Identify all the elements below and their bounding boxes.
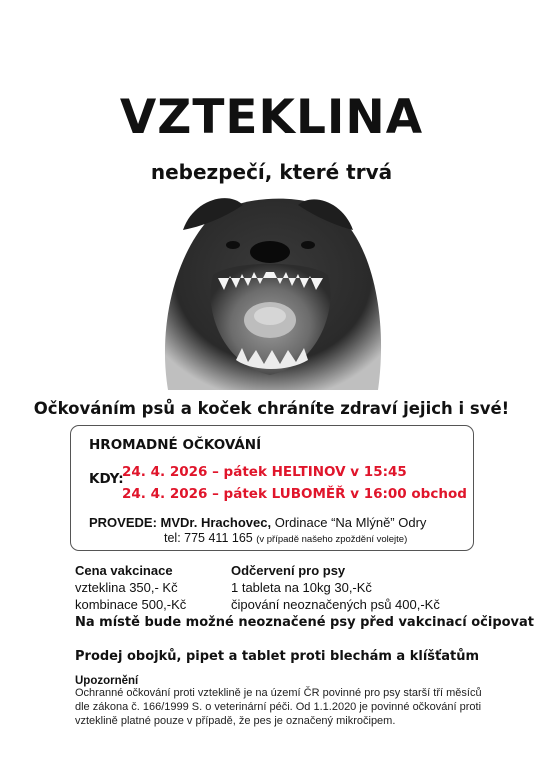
notice-line: Ochranné očkování proti vzteklině je na území ČR povinné pro psy starší tří měsíců: [75, 687, 482, 699]
notice-heading: Upozornění: [75, 675, 139, 687]
performer-label: PROVEDE:: [89, 515, 157, 530]
deworming-heading: Odčervení pro psy: [231, 563, 346, 578]
performer-clinic: Ordinace “Na Mlýně” Odry: [274, 515, 427, 530]
performer-name: MVDr. Hrachovec,: [160, 515, 272, 530]
phone-number: tel: 775 411 165: [164, 531, 253, 545]
event-date-lubomer: 24. 4. 2026 – pátek LUBOMĚŘ v 16:00 obchod: [122, 486, 467, 502]
performer-line: [89, 515, 426, 530]
chip-note: Na místě bude možné neoznačené psy před vakcinací očipovat: [75, 615, 535, 630]
slogan: Očkováním psů a koček chráníte zdraví jejich i své!: [33, 399, 510, 418]
notice-text: [75, 686, 505, 728]
dog-photo: [148, 190, 393, 390]
notice-line: dle zákona č. 166/1999 S. o veterinární péči. Od 1.1.2020 je povinné očkování proti: [75, 701, 482, 713]
deworming-row-chip: čipování neoznačených psů 400,-Kč: [231, 597, 440, 612]
event-heading: HROMADNÉ OČKOVÁNÍ: [89, 437, 262, 453]
deworming-row-tablet: 1 tableta na 10kg 30,-Kč: [231, 580, 372, 595]
price-row-combo: kombinace 500,-Kč: [75, 597, 187, 612]
notice-line: vzteklině platné pouze v případě, že pes je označený mikročipem.: [75, 715, 396, 727]
page-title: VZTEKLINA: [119, 90, 424, 145]
event-date-heltinov: 24. 4. 2026 – pátek HELTINOV v 15:45: [122, 464, 407, 480]
phone-line: [164, 531, 407, 545]
phone-note: (v případě našeho zpoždění volejte): [256, 534, 408, 545]
subtitle: nebezpečí, které trvá: [150, 160, 393, 184]
when-label: KDY:: [89, 471, 124, 487]
price-row-rabies: vzteklina 350,- Kč: [75, 580, 178, 595]
sale-note: Prodej obojků, pipet a tablet proti blechám a klíšťatům: [75, 649, 480, 664]
price-heading: Cena vakcinace: [75, 563, 173, 578]
